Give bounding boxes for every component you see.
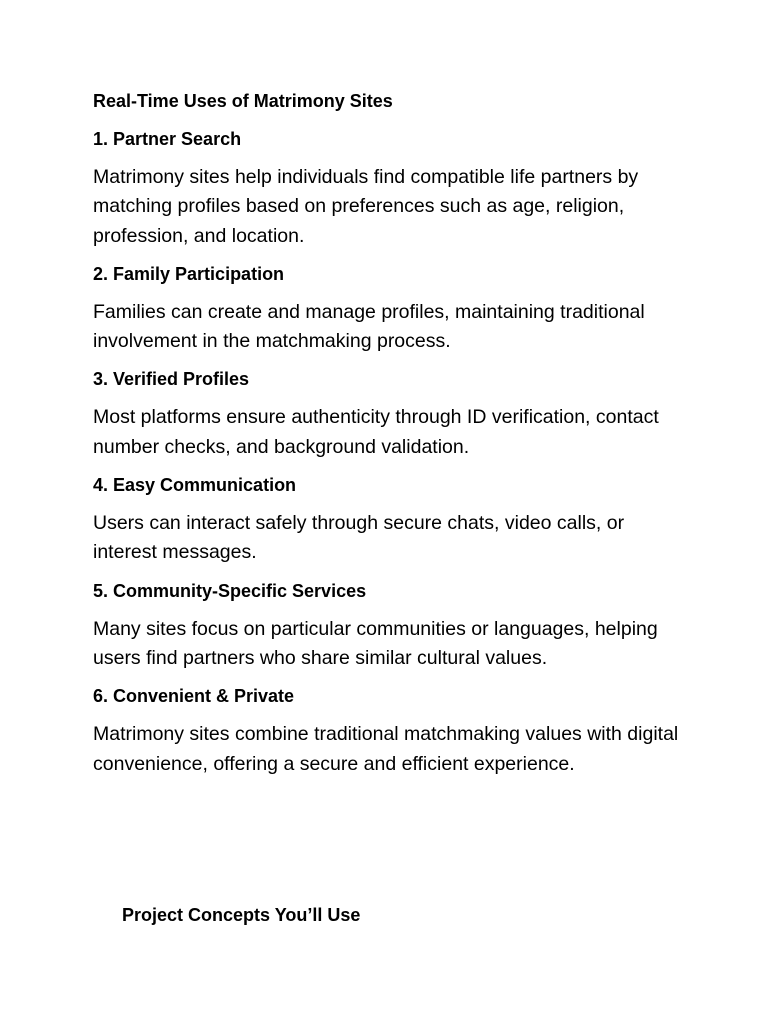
- section-easy-communication: [93, 472, 693, 568]
- section-heading: 6. Convenient & Private: [93, 686, 295, 707]
- section-body: Matrimony sites help individuals find compatible life partners by matching profiles based on preferences such as age, religion, profession, and location.: [93, 166, 639, 247]
- document-title: Real-Time Uses of Matrimony Sites: [93, 91, 393, 111]
- section-community-services: [93, 578, 693, 674]
- section-heading: 4. Easy Communication: [93, 475, 297, 496]
- section-verified-profiles: [93, 366, 693, 462]
- next-section-heading: Project Concepts You’ll Use: [122, 905, 361, 925]
- section-body: Most platforms ensure authenticity through ID verification, contact number checks, and background validation.: [93, 406, 659, 458]
- section-heading: 2. Family Participation: [93, 263, 285, 284]
- document-content: [93, 88, 693, 789]
- section-body: Matrimony sites combine traditional matchmaking values with digital convenience, offering a secure and efficient experience.: [93, 723, 679, 775]
- section-body: Many sites focus on particular communities or languages, helping users find partners who share similar cultural values.: [93, 617, 658, 669]
- section-partner-search: [93, 126, 693, 251]
- section-body: Families can create and manage profiles, maintaining traditional involvement in the matchmaking process.: [93, 300, 645, 353]
- section-body: Users can interact safely through secure chats, video calls, or interest messages.: [93, 512, 625, 564]
- section-heading: 5. Community-Specific Services: [93, 580, 367, 601]
- section-heading: 1. Partner Search: [93, 129, 242, 149]
- section-convenient-private: [93, 683, 693, 779]
- section-heading: 3. Verified Profiles: [93, 369, 250, 390]
- section-family-participation: [93, 261, 693, 357]
